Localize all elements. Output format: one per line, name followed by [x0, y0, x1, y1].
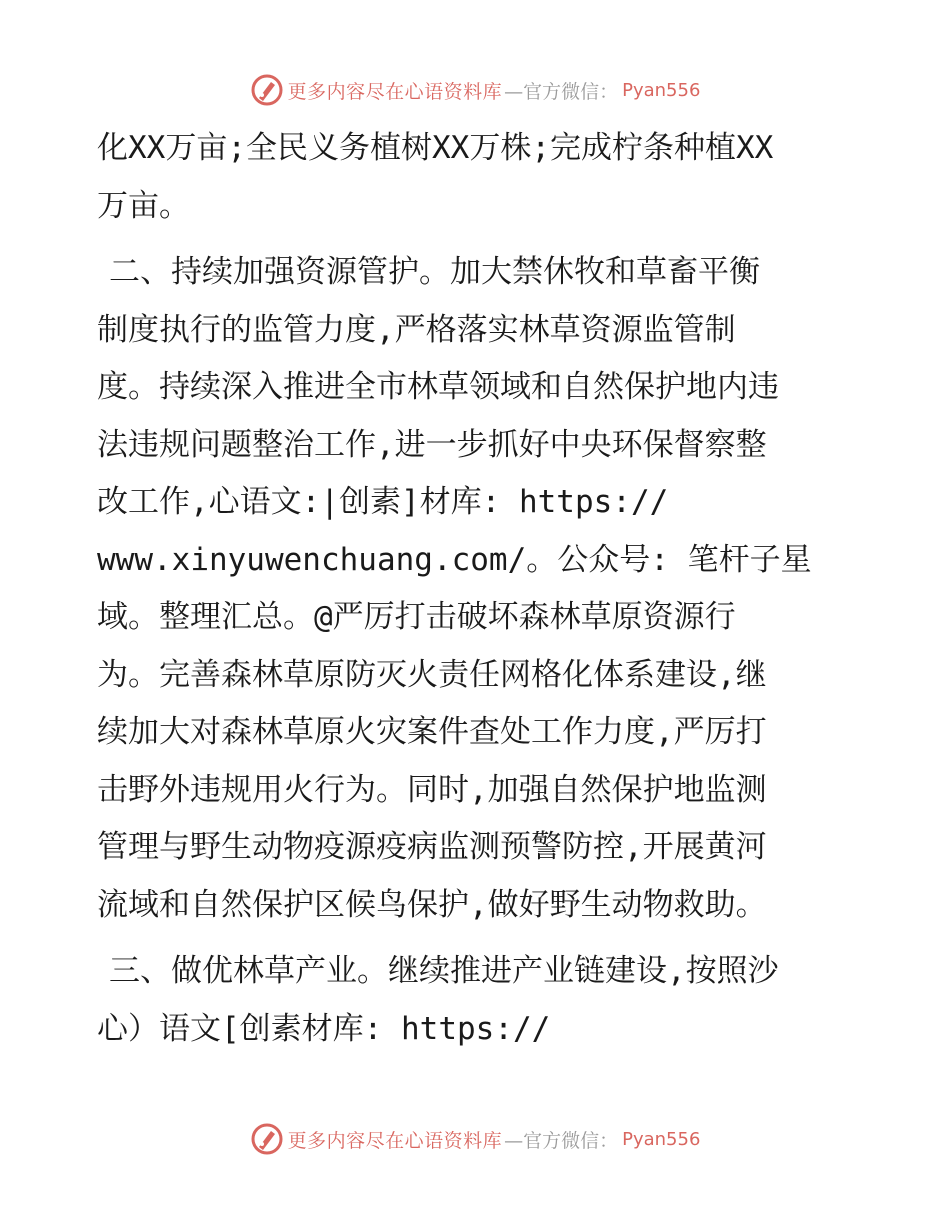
text-line: 万亩。	[97, 187, 190, 224]
header-banner	[0, 70, 950, 110]
pen-logo-icon	[250, 1122, 284, 1156]
text-line: 管理与野生动物疫源疫病监测预警防控,开展黄河	[97, 829, 767, 865]
text-line: 制度执行的监管力度,严格落实林草资源监管制	[97, 311, 736, 348]
paragraph-1	[97, 120, 857, 235]
text-line: 改工作,心语文:|创素]材库: https://	[97, 484, 669, 520]
header-separator: —官方微信：	[504, 80, 619, 103]
text-line: 二、持续加强资源管护。加大禁休牧和草畜平衡	[109, 254, 760, 290]
text-line: 三、做优林草产业。继续推进产业链建设,按照沙	[109, 953, 779, 989]
footer-wechat-id: Pyan556	[622, 1128, 701, 1150]
text-line: 续加大对森林草原火灾案件查处工作力度,严厉打	[97, 714, 767, 750]
text-line: 心）语文[创素材库: https://	[97, 1010, 551, 1047]
text-line: 为。完善森林草原防灭火责任网格化体系建设,继	[97, 656, 767, 693]
text-line: 击野外违规用火行为。同时,加强自然保护地监测	[97, 771, 767, 808]
footer-banner	[0, 1119, 950, 1159]
text-line: 度。持续深入推进全市林草领域和自然保护地内违	[97, 369, 779, 405]
header-brand: 更多内容尽在心语资料库	[287, 80, 503, 103]
footer-separator: —官方微信：	[504, 1129, 619, 1152]
document-body	[97, 120, 857, 1058]
text-line: 域。整理汇总。@严厉打击破坏森林草原资源行	[97, 599, 736, 635]
paragraph-2	[97, 244, 857, 934]
text-line: www.xinyuwenchuang.com/。公众号: 笔杆子星	[97, 541, 812, 578]
paragraph-3	[97, 943, 857, 1058]
text-line: 流域和自然保护区候鸟保护,做好野生动物救助。	[97, 886, 767, 923]
text-line: 法违规问题整治工作,进一步抓好中央环保督察整	[97, 426, 767, 463]
header-wechat-id: Pyan556	[622, 79, 701, 101]
footer-brand: 更多内容尽在心语资料库	[287, 1129, 503, 1152]
text-line: 化XX万亩;全民义务植树XX万株;完成柠条种植XX	[97, 130, 774, 166]
pen-logo-icon	[250, 73, 284, 107]
